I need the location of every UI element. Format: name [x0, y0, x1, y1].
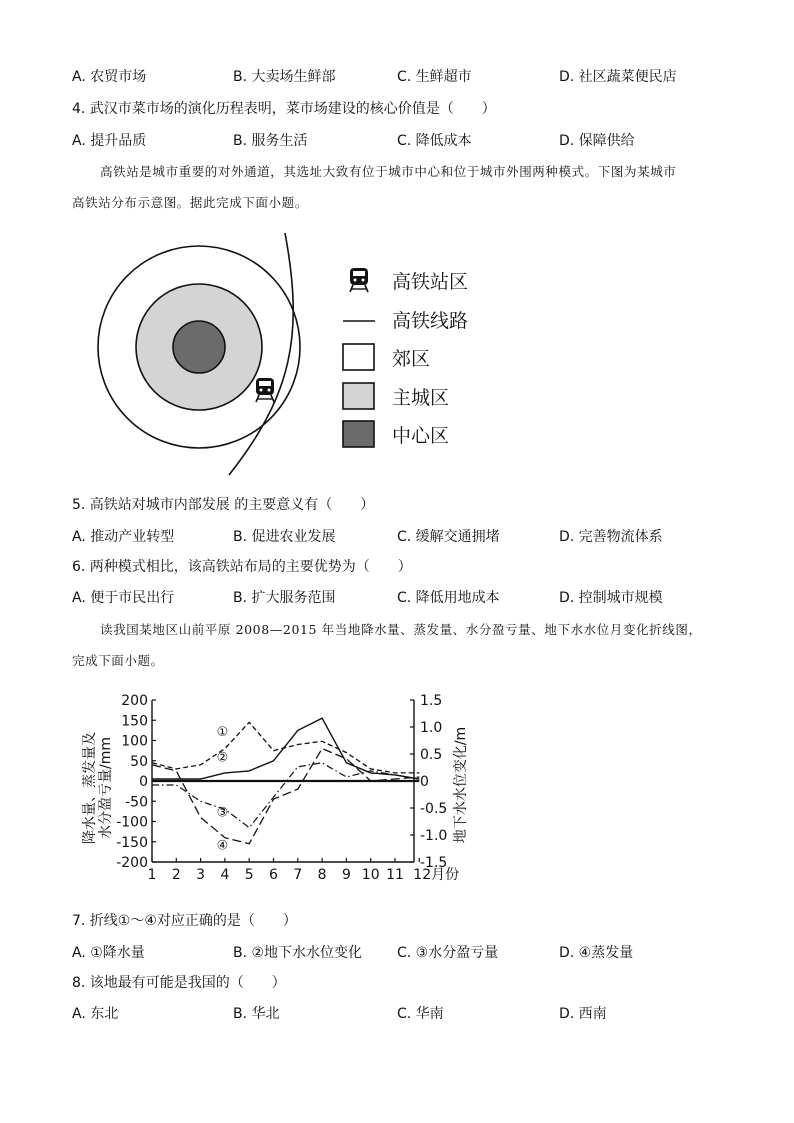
passage1-line2: 高铁站分布示意图。据此完成下面小题。 — [72, 195, 308, 210]
water-balance-chart — [80, 690, 469, 890]
x-tick-label: 5 — [244, 867, 254, 883]
q3-option-b: B. 大卖场生鲜部 — [233, 69, 336, 85]
x-tick-label: 1 — [147, 867, 157, 883]
q6-option-c: C. 降低用地成本 — [397, 590, 500, 606]
legend-station-icon — [350, 268, 368, 292]
legend-center-swatch — [343, 421, 374, 447]
q8-option-a: A. 东北 — [72, 1006, 119, 1022]
q3-option-c: C. 生鲜超市 — [397, 69, 472, 85]
right-tick-label: -1.0 — [420, 828, 448, 844]
right-tick-label: -1.5 — [420, 855, 448, 871]
series-line-3 — [152, 763, 419, 828]
legend-main-city-swatch — [343, 383, 374, 409]
x-tick-label: 9 — [341, 867, 351, 883]
q5-option-a: A. 推动产业转型 — [72, 529, 175, 545]
q7-stem: 7. 折线①～④对应正确的是（ ） — [72, 913, 297, 929]
right-tick-label: 1.0 — [420, 720, 443, 736]
left-tick-label: 100 — [121, 733, 148, 750]
right-tick-label: 0 — [420, 774, 429, 790]
q7-option-b: B. ②地下水水位变化 — [233, 945, 363, 961]
q3-option-d: D. 社区蔬菜便民店 — [559, 69, 677, 85]
series-label-3: ③ — [216, 805, 229, 821]
x-tick-label: 4 — [220, 867, 230, 883]
x-tick-label: 3 — [196, 867, 206, 883]
series-label-2: ② — [216, 750, 229, 766]
q8-option-d: D. 西南 — [559, 1006, 607, 1022]
q6-stem: 6. 两种模式相比，该高铁站布局的主要优势为（ ） — [72, 559, 412, 575]
left-tick-label: -150 — [116, 834, 148, 851]
series-line-1 — [152, 722, 419, 773]
q3-option-a: A. 农贸市场 — [72, 69, 147, 85]
x-tick-label: 7 — [293, 867, 303, 883]
right-axis-label: 地下水水位变化/m — [453, 726, 469, 844]
right-tick-label: 1.5 — [420, 693, 443, 709]
q8-stem: 8. 该地最有可能是我国的（ ） — [72, 975, 286, 991]
passage1-line1: 高铁站是城市重要的对外通道，其选址大致有位于城市中心和位于城市外围两种模式。下图为某城市 — [100, 164, 677, 179]
left-tick-label: -50 — [125, 794, 148, 811]
left-tick-label: 150 — [121, 713, 148, 730]
x-tick-label: 8 — [317, 867, 327, 883]
left-tick-label: 50 — [130, 753, 148, 770]
x-tick-label: 2 — [171, 867, 181, 883]
q4-option-a: A. 提升品质 — [72, 133, 147, 149]
left-tick-label: 200 — [121, 693, 148, 709]
x-tick-label: 11 — [386, 867, 404, 883]
q7-option-c: C. ③水分盈亏量 — [397, 945, 499, 961]
q8-option-c: C. 华南 — [397, 1006, 444, 1022]
center-district — [173, 321, 225, 373]
q6-option-d: D. 控制城市规模 — [559, 590, 663, 606]
legend-main-city-label: 主城区 — [392, 387, 450, 409]
legend-rail-label: 高铁线路 — [392, 310, 469, 332]
q6-option-b: B. 扩大服务范围 — [233, 590, 336, 606]
legend-suburb-label: 郊区 — [392, 348, 431, 370]
left-tick-label: 0 — [139, 774, 148, 790]
q4-option-d: D. 保障供给 — [559, 133, 635, 149]
legend-center-label: 中心区 — [392, 425, 450, 447]
right-tick-label: 0.5 — [420, 747, 443, 763]
train-station-icon — [256, 378, 274, 402]
series-label-1: ① — [216, 725, 229, 741]
q7-option-d: D. ④蒸发量 — [559, 945, 634, 961]
q4-option-b: B. 服务生活 — [233, 133, 308, 149]
q7-option-a: A. ①降水量 — [72, 945, 145, 961]
q5-option-d: D. 完善物流体系 — [559, 529, 663, 545]
legend-station-label: 高铁站区 — [392, 271, 469, 293]
high-speed-rail-map — [90, 225, 500, 480]
q5-option-b: B. 促进农业发展 — [233, 529, 336, 545]
passage2-line2: 完成下面小题。 — [72, 653, 164, 668]
left-tick-label: -200 — [116, 855, 148, 871]
left-axis-label-line2: 水分盈亏量/mm — [98, 737, 114, 839]
series-label-4: ④ — [216, 838, 229, 854]
q4-stem: 4. 武汉市菜市场的演化历程表明，菜市场建设的核心价值是（ ） — [72, 101, 496, 117]
q5-stem: 5. 高铁站对城市内部发展 的主要意义有（ ） — [72, 497, 375, 513]
x-tick-label: 6 — [269, 867, 278, 883]
x-tick-label: 10 — [361, 867, 380, 883]
legend-suburb-swatch — [343, 344, 374, 370]
x-tick-label: 12月份 — [413, 867, 460, 883]
left-tick-label: -100 — [116, 814, 148, 831]
passage2-line1: 读我国某地区山前平原 2008—2015 年当地降水量、蒸发量、水分盈亏量、地下水水位月变化折线图， — [100, 622, 702, 637]
left-axis-label-line1: 降水量、蒸发量及 — [82, 732, 98, 844]
q8-option-b: B. 华北 — [233, 1006, 280, 1022]
right-tick-label: -0.5 — [420, 801, 448, 817]
q5-option-c: C. 缓解交通拥堵 — [397, 529, 500, 545]
q4-option-c: C. 降低成本 — [397, 133, 472, 149]
q6-option-a: A. 便于市民出行 — [72, 590, 175, 606]
